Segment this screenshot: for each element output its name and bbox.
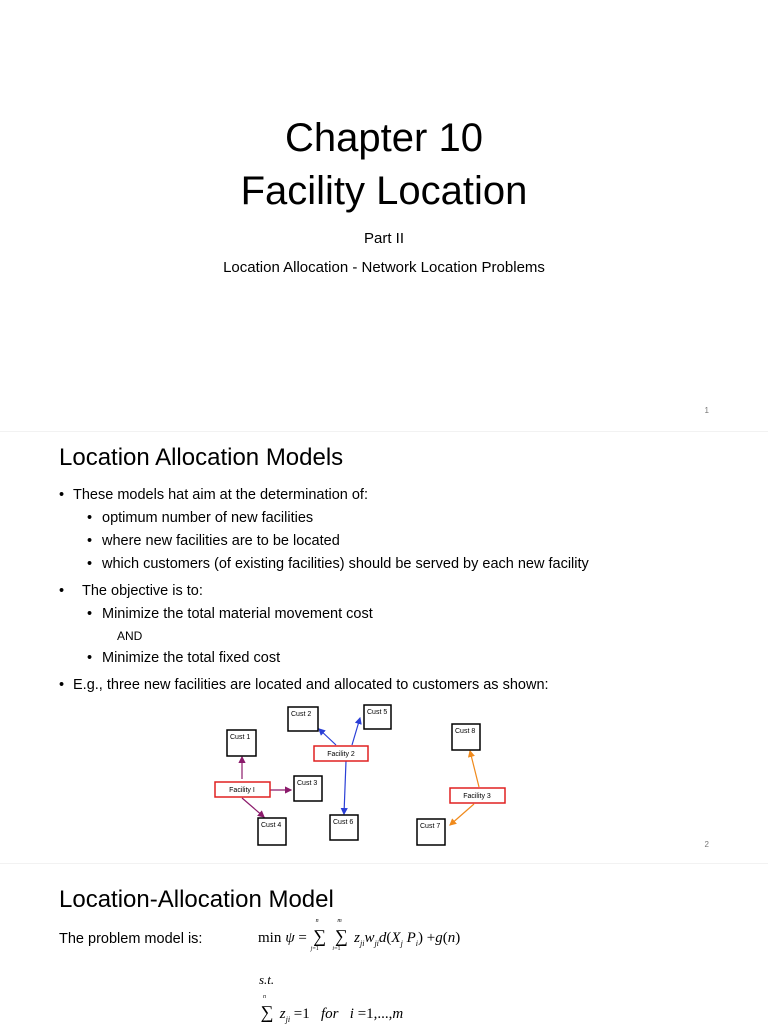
bullet-item: • The objective is to:	[59, 583, 203, 599]
facility-1-label: Facility I	[229, 787, 255, 794]
sub-bullet-item: • which customers (of existing facilities) should be served by each new facility	[87, 556, 589, 572]
problem-intro: The problem model is:	[59, 931, 203, 947]
customer-8-box	[452, 724, 480, 750]
bullet-item: • E.g., three new facilities are located and allocated to customers as shown:	[59, 677, 549, 693]
svg-text:Cust 7: Cust 7	[420, 823, 441, 830]
edge-f2-c2	[319, 729, 336, 745]
svg-text:Cust 1: Cust 1	[230, 734, 251, 741]
objective-function: min ψ = n ∑ j=1 m ∑ i=1 $z_{ji}w_{ji}d(X_j$ $P_i) +g(n)$	[258, 918, 461, 952]
edge-f1-c4	[242, 798, 264, 817]
customer-5-box	[364, 705, 391, 729]
customer-2-box	[288, 707, 318, 731]
sub-bullet-item: • where new facilities are to be located	[87, 533, 340, 549]
bullet-item: • These models hat aim at the determination of:	[59, 487, 368, 503]
constraint: n ∑ $z_{ji} =1$ for i =1,...,m	[260, 994, 404, 1024]
and-label: AND	[117, 629, 143, 643]
customer-7-box	[417, 819, 445, 845]
slide-title: Location Allocation Models	[59, 444, 344, 471]
sub-bullet-item: • optimum number of new facilities	[87, 510, 314, 526]
edge-f3-c7	[450, 804, 474, 825]
svg-text:Cust 6: Cust 6	[333, 819, 354, 826]
customer-1-box	[227, 730, 256, 756]
svg-text:Cust 3: Cust 3	[297, 780, 318, 787]
svg-text:Cust 2: Cust 2	[291, 711, 312, 718]
svg-text:Cust 5: Cust 5	[367, 709, 388, 716]
facility-1-box	[215, 782, 270, 797]
sub-bullet-item: • Minimize the total material movement cost	[87, 606, 373, 622]
facility-3-label: Facility 3	[463, 793, 491, 800]
svg-text:Cust 8: Cust 8	[455, 728, 476, 735]
edge-f2-c5	[352, 718, 360, 745]
location-allocation-model-slide	[0, 864, 768, 1024]
bullet-list	[59, 484, 719, 697]
facility-3-box	[450, 788, 505, 803]
title-slide	[0, 0, 768, 432]
chapter-title: Chapter 10	[285, 116, 483, 160]
sub-bullet-item: • Minimize the total fixed cost	[87, 650, 281, 666]
customer-4-box	[258, 818, 286, 845]
slide-subtitle: Location Allocation - Network Location Problems	[223, 259, 545, 276]
facility-2-box	[314, 746, 368, 761]
part-label: Part II	[363, 230, 404, 247]
page-number: 1	[704, 406, 709, 415]
edge-f2-c6	[344, 761, 346, 814]
facility-allocation-diagram	[214, 702, 506, 848]
edge-f3-c8	[470, 751, 479, 787]
facility-2-label: Facility 2	[327, 751, 355, 758]
customer-3-box	[294, 776, 322, 801]
svg-text:Cust 4: Cust 4	[261, 822, 282, 829]
location-allocation-slide	[0, 432, 768, 864]
customer-6-box	[330, 815, 358, 840]
slide-title: Location-Allocation Model	[59, 886, 334, 913]
subject-to-label: s.t.	[259, 972, 275, 987]
page-number: 2	[704, 840, 709, 849]
chapter-subtitle: Facility Location	[240, 169, 528, 213]
